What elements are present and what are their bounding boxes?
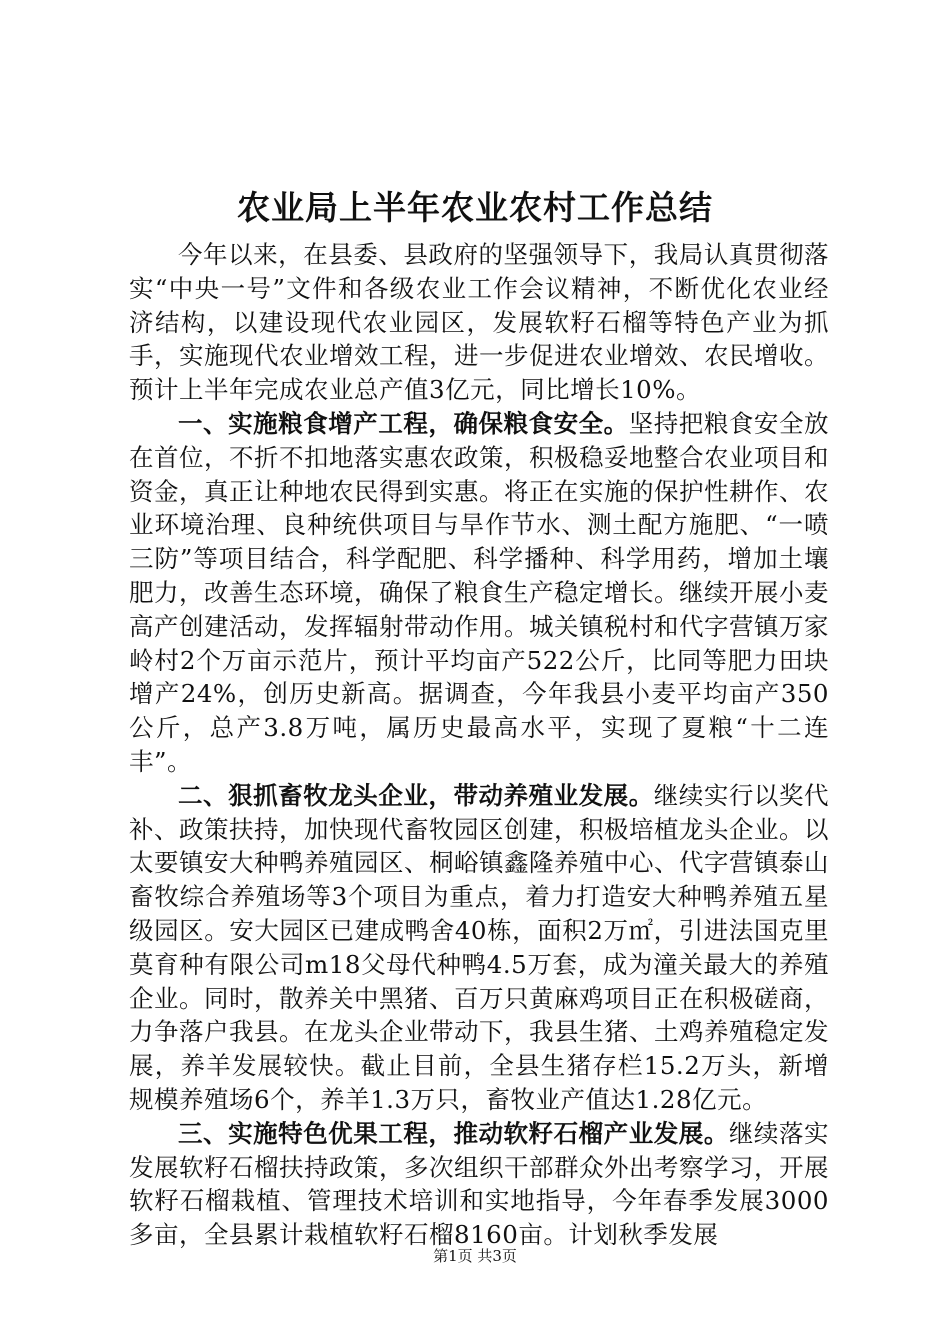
paragraph-text: 继续落实发展软籽石榴扶持政策，多次组织干部群众外出考察学习，开展软籽石榴栽植、管理技术培训和实地指导，今年春季发展3000多亩，全县累计栽植软籽石榴8160亩。计划秋季发展 (129, 1118, 830, 1250)
document-title: 农业局上半年农业农村工作总结 (237, 188, 713, 227)
paragraph-text: 坚持把粮食安全放在首位，不折不扣地落实惠农政策，积极稳妥地整合农业项目和资金，真正让种地农民得到实惠。将正在实施的保护性耕作、农业环境治理、良种统供项目与旱作节水、测土配方施肥、“一喷三防”等项目结合，科学配肥、科学播种、科学用药，增加土壤肥力，改善生态环境，确保了粮食生产稳定增长。继续开展小麦高产创建活动，发挥辐射带动作用。城关镇税村和代字营镇万家岭村2个万亩示范片，预计平均亩产522公斤，比同等肥力田块增产24%，创历史新高。据调查，今年我县小麦平均亩产350公斤，总产3.8万吨，属历史最高水平，实现了夏粮“十二连丰”。 (129, 408, 829, 776)
paragraph-text: 继续实行以奖代补、政策扶持，加快现代畜牧园区创建，积极培植龙头企业。以太要镇安大种鸭养殖园区、桐峪镇鑫隆养殖中心、代字营镇泰山畜牧综合养殖场等3个项目为重点，着力打造安大种鸭养殖五星级园区。安大园区已建成鸭舍40栋，面积2万㎡，引进法国克里莫育种有限公司m18父母代种鸭4.5万套，成为潼关最大的养殖企业。同时，散养关中黑猪、百万只黄麻鸡项目正在积极磋商，力争落户我县。在龙头企业带动下，我县生猪、土鸡养殖稳定发展，养羊发展较快。截止目前，全县生猪存栏15.2万头，新增规模养殖场6个，养羊1.3万只，畜牧业产值达1.28亿元。 (129, 780, 830, 1114)
paragraph-grain-safety (129, 407, 829, 779)
paragraph-text: 今年以来，在县委、县政府的坚强领导下，我局认真贯彻落实“中央一号”文件和各级农业工作会议精神，不断优化农业经济结构，以建设现代农业园区，发展软籽石榴等特色产业为抓手，实施现代农业增效工程，进一步促进农业增效、农民增收。预计上半年完成农业总产值3亿元，同比增长10%。 (129, 240, 829, 405)
paragraph-intro (129, 238, 829, 407)
paragraph-lead: 二、狠抓畜牧龙头企业，带动养殖业发展。 (178, 780, 654, 810)
paragraph-lead: 三、实施特色优果工程，推动软籽石榴产业发展。 (178, 1118, 729, 1148)
document-body (129, 238, 829, 1252)
paragraph-livestock (129, 779, 829, 1117)
paragraph-lead: 一、实施粮食增产工程，确保粮食安全。 (178, 408, 629, 438)
paragraph-pomegranate (129, 1117, 829, 1252)
page-footer: 第1页 共3页 (433, 1247, 517, 1265)
